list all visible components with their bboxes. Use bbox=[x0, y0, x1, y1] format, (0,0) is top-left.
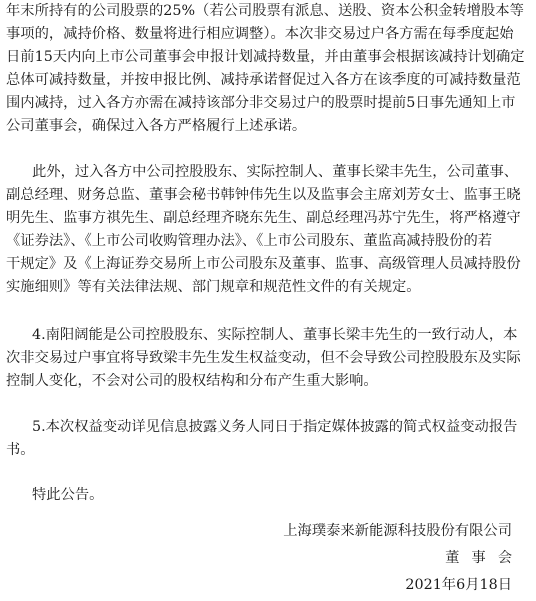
text-line: 控制人变化，不会对公司的股权结构和分布产生重大影响。 bbox=[6, 373, 378, 389]
text-line: 干规定》及《上海证券交易所上市公司股东及董事、监事、高级管理人员减持股份 bbox=[6, 256, 521, 272]
signature-board: 董事会 bbox=[445, 550, 524, 566]
text-line: 5.本次权益变动详见信息披露义务人同日于指定媒体披露的简式权益变动报告 bbox=[32, 419, 518, 435]
paragraph-item-5 bbox=[6, 416, 530, 462]
text-line: 书。 bbox=[6, 442, 35, 458]
signature-company: 上海璞泰来新能源科技股份有限公司 bbox=[283, 523, 512, 539]
text-line: 实施细则》等有关法律法规、部门规章和规范性文件的有关规定。 bbox=[6, 279, 421, 295]
paragraph-closing bbox=[6, 484, 530, 507]
text-line: 围内减持，过入各方亦需在减持该部分非交易过户的股票时提前5日事先通知上市 bbox=[6, 95, 516, 111]
text-line: 4.南阳阔能是公司控股股东、实际控制人、董事长梁丰先生的一致行动人，本 bbox=[32, 327, 518, 343]
text-line: 明先生、监事方祺先生、副总经理齐晓东先生、副总经理冯苏宁先生，将严格遵守 bbox=[6, 210, 521, 226]
paragraph-item-4 bbox=[6, 324, 530, 393]
text-line: 《证券法》、《上市公司收购管理办法》、《上市公司股东、董监高减持股份的若 bbox=[6, 233, 493, 249]
signature-date: 2021年6月18日 bbox=[405, 577, 512, 593]
text-line: 日前15天内向上市公司董事会申报计划减持数量，并由董事会根据该减持计划确定 bbox=[6, 49, 525, 65]
text-line: 公司董事会，确保过入各方严格履行上述承诺。 bbox=[6, 118, 307, 134]
closing-text: 特此公告。 bbox=[32, 487, 104, 503]
paragraph-lockup-commitment bbox=[6, 0, 530, 138]
text-line: 总体可减持数量，并按申报比例、减持承诺督促过入各方在该季度的可减持数量范 bbox=[6, 72, 521, 88]
text-line: 次非交易过户事宜将导致梁丰先生发生权益变动，但不会导致公司控股股东及实际 bbox=[6, 350, 521, 366]
text-line: 此外，过入各方中公司控股股东、实际控制人、董事长梁丰先生，公司董事、 bbox=[32, 164, 519, 180]
text-line: 事项的，减持价格、数量将进行相应调整）。本次非交易过户各方需在每季度起始 bbox=[6, 26, 514, 42]
text-line: 副总经理、财务总监、董事会秘书韩钟伟先生以及监事会主席刘芳女士、监事王晓 bbox=[6, 187, 521, 203]
text-line: 年末所持有的公司股票的25%（若公司股票有派息、送股、资本公积金转增股本等 bbox=[6, 3, 524, 19]
paragraph-compliance bbox=[6, 161, 530, 299]
